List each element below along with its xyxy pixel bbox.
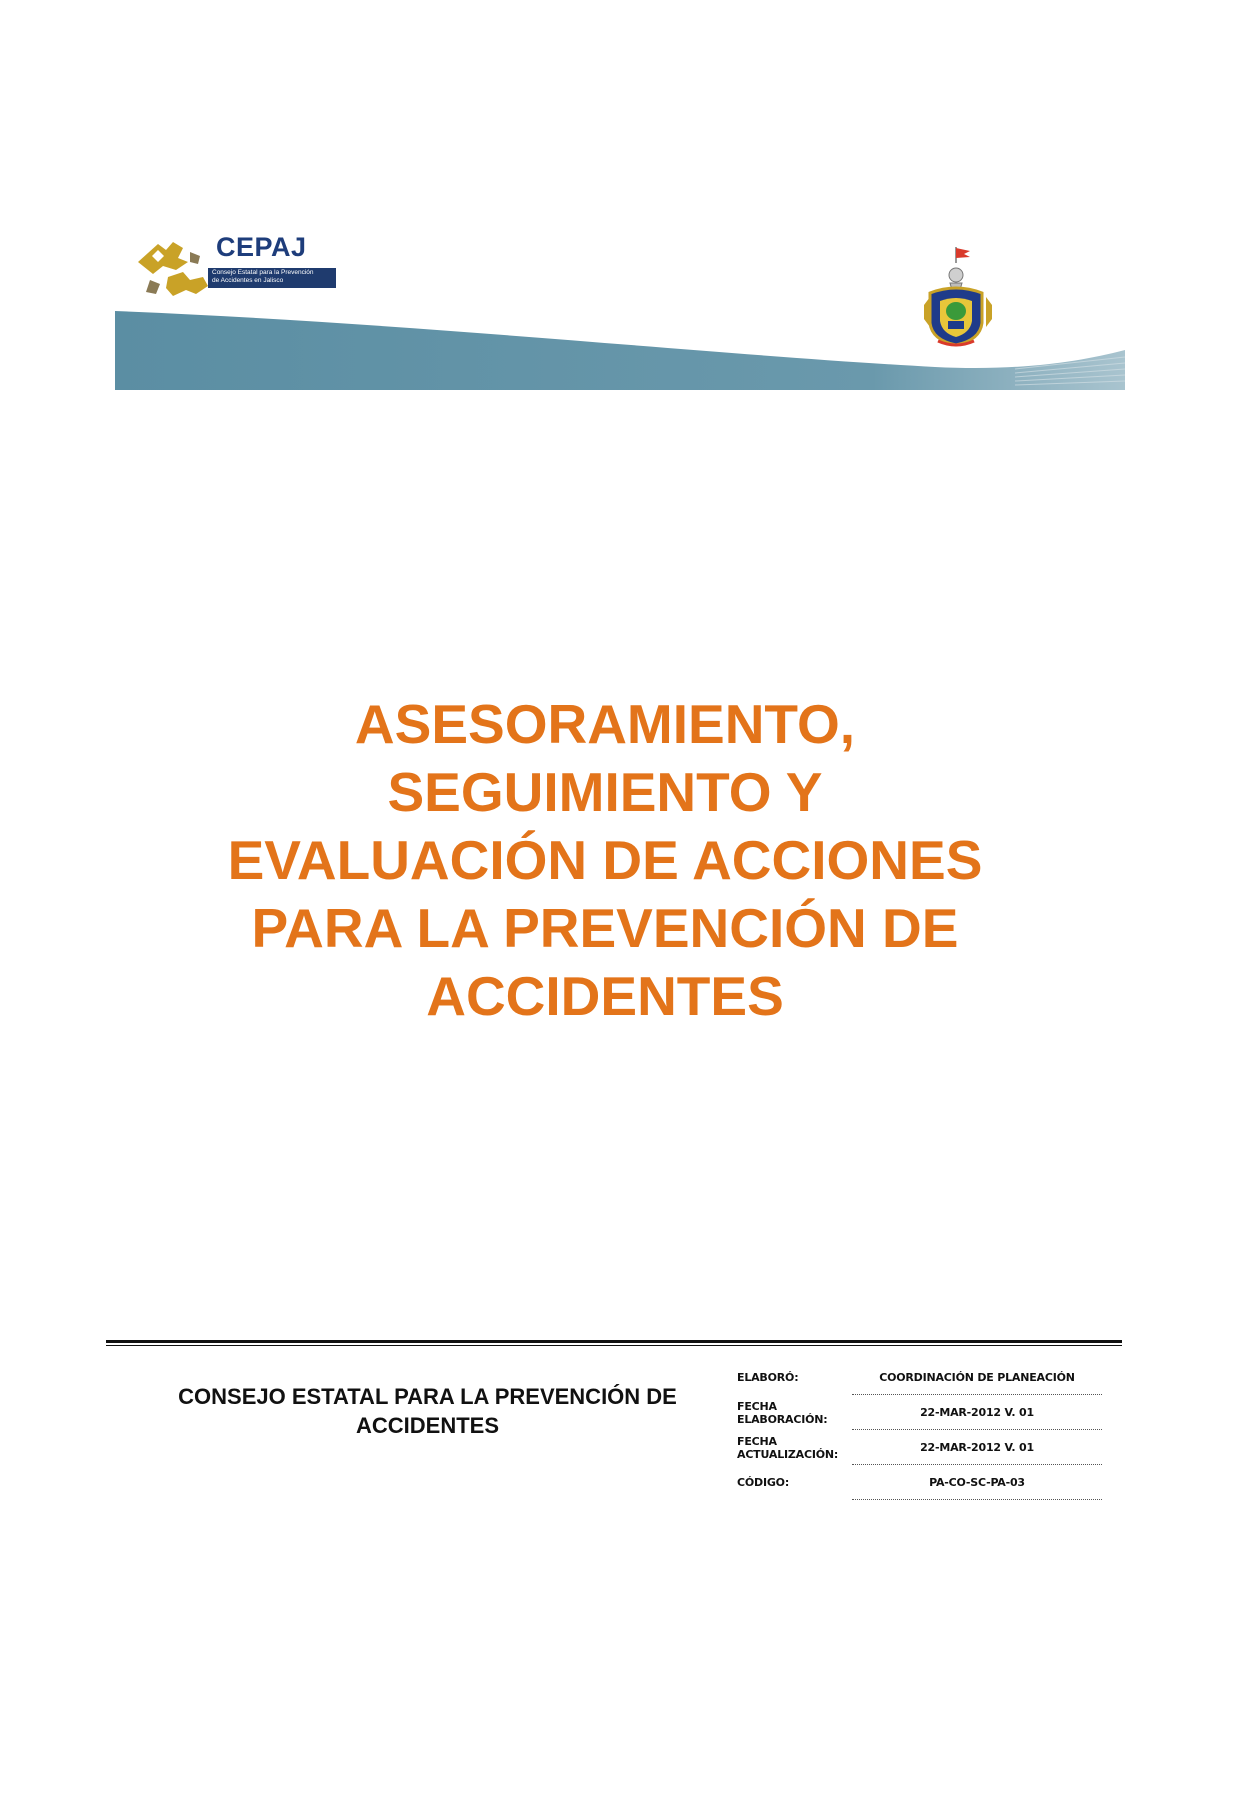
title-line-1: ASESORAMIENTO, [354, 693, 856, 755]
info-row-elaboro [737, 1360, 1102, 1395]
info-row-fecha-actualizacion [737, 1430, 1102, 1465]
title-line-4: PARA LA PREVENCIÓN DE [251, 897, 959, 959]
brand-tagline-line1: Consejo Estatal para la Prevención [212, 269, 314, 276]
brand-tagline-box [208, 268, 336, 288]
info-label-line2: ELABORACIÓN: [737, 1412, 828, 1426]
brand-name: CEPAJ [216, 232, 307, 262]
info-label-line1: CÓDIGO: [737, 1476, 790, 1489]
cepaj-logo [128, 222, 338, 307]
info-label-line1: FECHA [737, 1434, 777, 1448]
info-label-line1: ELABORÓ: [737, 1371, 799, 1384]
info-label [737, 1476, 852, 1489]
title-line-5: ACCIDENTES [426, 965, 784, 1027]
info-row-codigo [737, 1465, 1102, 1500]
footer-divider [106, 1340, 1122, 1343]
jalisco-coat-of-arms-icon [918, 245, 998, 350]
info-value: 22-MAR-2012 V. 01 [852, 1430, 1102, 1465]
info-value: 22-MAR-2012 V. 01 [852, 1395, 1102, 1430]
info-value: COORDINACIÓN DE PLANEACIÓN [852, 1360, 1102, 1395]
document-info-table [737, 1360, 1102, 1500]
title-line-3: EVALUACIÓN DE ACCIONES [227, 829, 983, 891]
jalisco-map-icon [128, 222, 223, 307]
title-line-2: SEGUIMIENTO Y [387, 761, 823, 823]
info-value: PA-CO-SC-PA-03 [852, 1465, 1102, 1500]
organization-name [140, 1382, 715, 1440]
info-label-line2: ACTUALIZACIÓN: [737, 1447, 839, 1461]
brand-tagline-line2: de Accidentes en Jalisco [212, 277, 284, 284]
info-label [737, 1371, 852, 1384]
footer-divider-thin [106, 1345, 1122, 1346]
org-name-line1: CONSEJO ESTATAL PARA LA PREVENCIÓN DE [178, 1384, 677, 1409]
document-title [140, 690, 1070, 1030]
info-label [737, 1400, 852, 1426]
org-name-line2: ACCIDENTES [355, 1413, 499, 1438]
info-row-fecha-elaboracion [737, 1395, 1102, 1430]
info-label [737, 1435, 852, 1461]
info-label-line1: FECHA [737, 1399, 777, 1413]
